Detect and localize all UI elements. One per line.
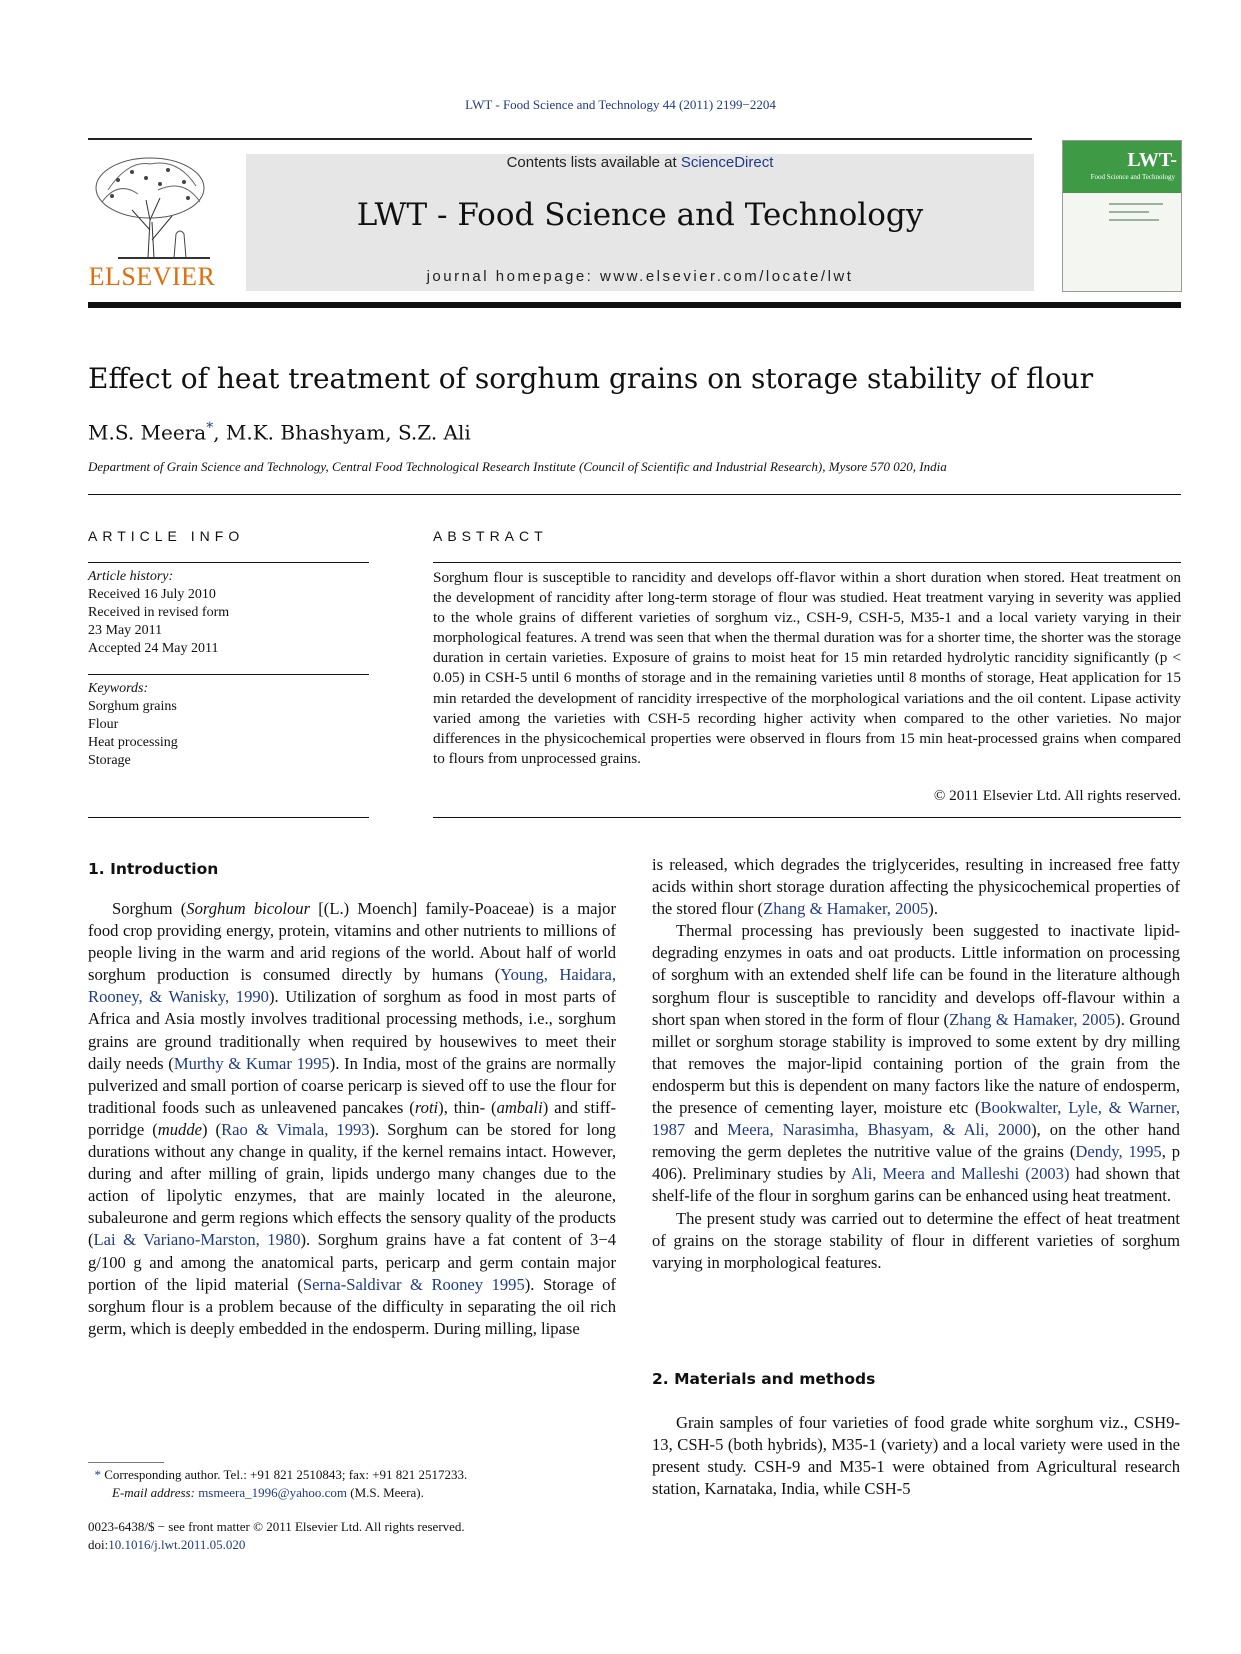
text-run: ) and stiff-porridge ( (88, 1097, 616, 1139)
doi-label: doi: (88, 1537, 109, 1552)
body-column-left (88, 898, 616, 1340)
issn-line: 0023-6438/$ − see front matter © 2011 Elsevier Ltd. All rights reserved. (88, 1519, 465, 1534)
paragraph (652, 920, 1180, 1207)
info-rule (88, 674, 369, 675)
email-suffix: (M.S. Meera). (346, 1485, 424, 1500)
email-label: E-mail address: (112, 1485, 199, 1500)
citation-link[interactable]: Meera, Narasimha, Bhasyam, & Ali, 2000 (727, 1120, 1032, 1140)
paragraph: The present study was carried out to determine the effect of heat treatment of grains on the storage stability of flour in different varieties of sorghum varying in morphological features. (652, 1208, 1180, 1272)
term-italic: roti (414, 1097, 439, 1117)
article-history (88, 568, 369, 658)
text-run: ). Sorghum can be stored for long durations without any change in quality, if the kernel remains intact. However, during and after milling of grain, lipids undergo many changes due to the action of lipolytic enzymes, that are mainly located in the aleurone, subaleurone and germ regions which effects the sensory quality of the products ( (88, 1119, 616, 1250)
text-run: , p 406). Preliminary studies by (652, 1142, 1180, 1184)
text-run: ). (928, 899, 938, 919)
text-run: ), on the other hand removing the germ depletes the nutritive value of the grains ( (652, 1120, 1180, 1162)
text-run: ). Sorghum grains have a fat content of 3−4 g/100 g and among the anatomical parts, pericarp and germ contain major portion of the lipid material ( (88, 1230, 616, 1294)
text-run: [(L.) Moench] family-Poaceae) is a major food crop providing energy, protein, vitamins and other nutrients to millions of people living in the warm and arid regions of the world. About half of world sorghum production is consumed directly by humans ( (88, 899, 616, 985)
elsevier-logo[interactable] (88, 150, 216, 292)
paragraph (88, 898, 616, 1340)
sciencedirect-link[interactable]: ScienceDirect (680, 154, 774, 171)
citation-link[interactable]: Dendy, 1995 (1075, 1142, 1162, 1162)
body-column-right-methods (652, 1412, 1180, 1500)
species-name: Sorghum bicolour (186, 899, 311, 918)
article-info-heading: ARTICLE INFO (88, 528, 245, 544)
text-run: ). Utilization of sorghum as food in most parts of Africa and Asia mostly involves traditional processing methods, i.e., sorghum grains are ground traditionally when required by housewives to meet their daily needs ( (88, 987, 616, 1073)
citation-link[interactable]: Ali, Meera and Malleshi (2003) (851, 1164, 1070, 1184)
citation-link[interactable]: Serna-Saldivar & Rooney 1995 (302, 1274, 525, 1294)
text-run: ). In India, most of the grains are normally pulverized and small portion of coarse pericarp is sieved off to use the flour for traditional foods such as unleavened pancakes ( (88, 1053, 616, 1117)
section-heading-materials-methods: 2. Materials and methods (652, 1370, 876, 1388)
history-item: Received in revised form (88, 605, 230, 620)
author-name[interactable]: M.S. Meera (88, 420, 207, 445)
affiliation: Department of Grain Science and Technology, Central Food Technological Research Institute (Council of Scientific and Industrial Research), Mysore 570 020, India (88, 459, 947, 474)
email-note (88, 1484, 648, 1502)
author-names-rest: , M.K. Bhashyam, S.Z. Ali (213, 420, 471, 445)
history-item: Accepted 24 May 2011 (88, 641, 219, 656)
history-label: Article history: (88, 569, 174, 584)
text-run: ). Ground millet or sorghum storage stability is improved to some extent by dry milling that removes the major-lipid containing portion of the grain from the endosperm but this is dependent on many factors like the nature of endosperm, the presence of cementing layer, moisture etc ( (652, 1009, 1180, 1118)
cover-decoration (1109, 203, 1163, 205)
abstract-rule (433, 817, 1181, 818)
text-run: had shown that shelf-life of the flour in sorghum garins can be enhanced using heat treatment. (652, 1164, 1180, 1206)
contents-prefix: Contents lists available at (506, 154, 681, 171)
footnote-rule (88, 1462, 164, 1463)
keyword-item: Storage (88, 753, 131, 768)
header-rule (88, 138, 1032, 140)
abstract-copyright: © 2011 Elsevier Ltd. All rights reserved. (933, 787, 1181, 804)
doi-line (88, 1536, 465, 1554)
journal-reference[interactable]: LWT - Food Science and Technology 44 (2011) 2199−2204 (465, 97, 776, 112)
paragraph-continued (652, 854, 1180, 920)
info-rule (88, 817, 369, 818)
cover-title: LWT- (1127, 149, 1177, 171)
header-thick-rule (88, 302, 1181, 308)
citation-link[interactable]: Zhang & Hamaker, 2005 (949, 1009, 1116, 1029)
keywords (88, 680, 369, 770)
text-run: Thermal processing has previously been suggested to inactivate lipid-degrading enzymes in oats and oat products. Little information on processing of sorghum with an extended shelf life can be found in the literature although sorghum flour is susceptible to rancidity and develops off-flavour within a short span when stored in the form of flour ( (652, 921, 1180, 1029)
keyword-item: Sorghum grains (88, 699, 177, 714)
citation-link[interactable]: Zhang & Hamaker, 2005 (763, 899, 929, 919)
journal-banner (246, 154, 1034, 291)
footnote-mark: * (94, 1467, 101, 1482)
corresponding-author-mark[interactable]: * (206, 420, 214, 436)
cover-decoration (1109, 219, 1159, 221)
front-matter-note (88, 1518, 465, 1554)
cover-decoration (1109, 211, 1149, 213)
corresponding-author-note (88, 1466, 648, 1484)
citation-link[interactable]: Bookwalter, Lyle, & Warner, 1987 (652, 1098, 1180, 1140)
term-italic: mudde (157, 1119, 202, 1139)
tree-icon (88, 150, 216, 262)
publisher-logo-text: ELSEVIER (88, 262, 216, 291)
contents-line (246, 154, 1034, 172)
journal-title: LWT - Food Science and Technology (356, 197, 924, 233)
keyword-item: Heat processing (88, 735, 178, 750)
email-link[interactable]: msmeera_1996@yahoo.com (198, 1485, 347, 1500)
abstract-heading: ABSTRACT (433, 528, 548, 544)
text-run: ). Storage of sorghum flour is a problem because of the difficulty in separating the oil rich germ, which is deeply embedded in the endosperm. During milling, lipase (88, 1274, 616, 1338)
journal-homepage[interactable]: journal homepage: www.elsevier.com/locate/lwt (426, 268, 854, 285)
info-rule (88, 562, 369, 563)
paragraph: Grain samples of four varieties of food grade white sorghum viz., CSH9-13, CSH-5 (both hybrids), M35-1 (variety) and a local variety were used in the present study. CSH-9 and M35-1 were obtained from Agricultural research station, Karnataka, India, while CSH-5 (652, 1413, 1180, 1499)
text-run: is released, which degrades the triglycerides, resulting in increased free fatty acids within short storage duration affecting the physicochemical properties of the stored flour ( (652, 855, 1180, 919)
footnote-text: Corresponding author. Tel.: +91 821 2510843; fax: +91 821 2517233. (101, 1467, 468, 1482)
keyword-item: Flour (88, 717, 119, 732)
citation-link[interactable]: Lai & Variano-Marston, 1980 (93, 1230, 301, 1250)
citation-link[interactable]: Rao & Vimala, 1993 (221, 1119, 370, 1139)
history-item: 23 May 2011 (88, 623, 163, 638)
text-run: ), thin- ( (438, 1097, 497, 1117)
text-run: and (685, 1120, 728, 1140)
doi-link[interactable]: 10.1016/j.lwt.2011.05.020 (108, 1537, 246, 1552)
history-item: Received 16 July 2010 (88, 587, 216, 602)
journal-cover-image[interactable] (1062, 140, 1182, 292)
citation-link[interactable]: Young, Haidara, Rooney, & Wanisky, 1990 (88, 965, 617, 1007)
section-heading-introduction: 1. Introduction (88, 860, 219, 878)
keywords-label: Keywords: (88, 681, 149, 696)
author-list (88, 420, 471, 445)
cover-subtitle: Food Science and Technology (1090, 173, 1175, 181)
body-column-right (652, 854, 1180, 1274)
term-italic: ambali (496, 1097, 543, 1117)
text-run: ) ( (202, 1119, 222, 1139)
affiliation-rule (88, 494, 1181, 495)
text-run: Sorghum ( (112, 899, 187, 918)
cover-panel (1063, 193, 1181, 291)
abstract-rule (433, 562, 1181, 563)
abstract-text: Sorghum flour is susceptible to rancidity and develops off-flavor within a short duration when stored. Heat treatment on the development of rancidity after long-term storage of flour was studied. Heat treatment varying in severity was applied to the whole grains of different varieties of sorghum viz., CSH-9, CSH-5, M35-1 and a local variety varying in their morphological features. A trend was seen that when the thermal duration was for a shorter time, the shorter was the storage duration in certain varieties. Exposure of grains to moist heat for 15 min retarded hydrolytic rancidity significantly (p < 0.05) in CSH-5 until 6 months of storage and in the remaining varieties until 8 months of storage, Heat application for 15 min retarded the development of rancidity irrespective of the morphological variations and the oil content. Lipase activity varied among the varieties with CSH-5 recording higher activity when compared to the other varieties. No major differences in the physicochemical properties were observed in flours from 15 min heat-processed grains when compared to flours from unprocessed grains. (433, 569, 1181, 767)
article-title: Effect of heat treatment of sorghum grains on storage stability of flour (88, 362, 1094, 395)
citation-link[interactable]: Murthy & Kumar 1995 (173, 1053, 330, 1073)
footnote (88, 1466, 648, 1502)
